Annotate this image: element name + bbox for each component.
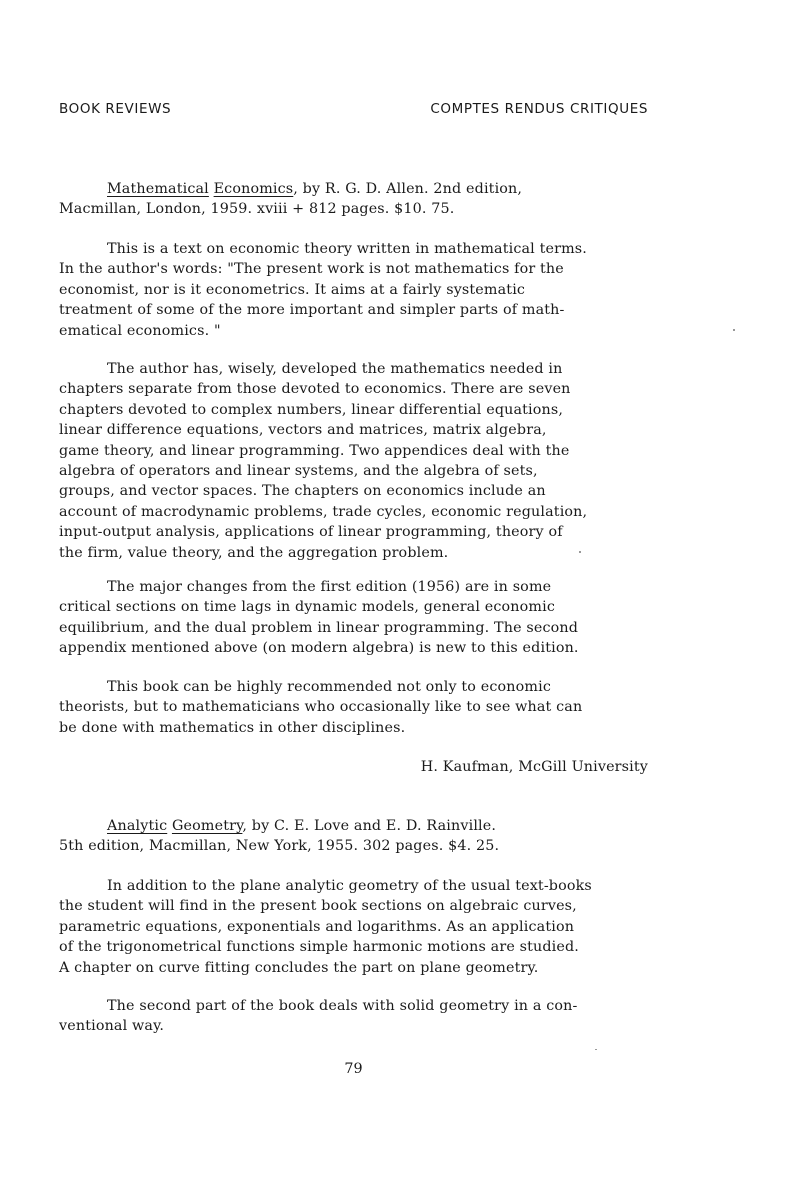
running-head	[59, 101, 648, 117]
scan-speck	[733, 329, 735, 331]
review2-citation-line2: 5th edition, Macmillan, New York, 1955. 302 pages. $4. 25.	[59, 838, 500, 855]
page-number: 79	[344, 1061, 363, 1077]
review1-citation-rest: , by R. G. D. Allen. 2nd edition,	[293, 181, 523, 197]
review1-paragraph-4: This book can be highly recommended not only to economic theorists, but to mathematicians who occasionally like to see what can be done with mathematics in other disciplines.	[59, 679, 583, 736]
scan-speck	[579, 551, 581, 553]
review2-paragraph-2: The second part of the book deals with solid geometry in a con- ventional way.	[59, 998, 578, 1035]
review1-paragraph-1: This is a text on economic theory written in mathematical terms. In the author's words: "The present work is not mathematics for the economist, nor is it econometrics. It aims at a fairly systematic treatment of some of the more important and simpler parts of math- ematical economics. "	[59, 241, 587, 339]
review1-title-part2: Economics	[213, 181, 294, 197]
review2-title-part2: Geometry	[171, 818, 243, 834]
review1-citation	[59, 179, 648, 220]
review2-citation-rest: , by C. E. Love and E. D. Rainville.	[242, 818, 497, 834]
scan-speck	[595, 1049, 597, 1050]
review1-paragraph-2: The author has, wisely, developed the mathematics needed in chapters separate from those devoted to economics. There are seven chapters devoted to complex numbers, linear differential equations, linear difference equations, vectors and matrices, matrix algebra, game theory, and linear programming. Two appendices deal with the algebra of operators and linear systems, and the algebra of sets, groups, and vector spaces. The chapters on economics include an account of macrodynamic problems, trade cycles, economic regulation, input-output analysis, applications of linear programming, theory of the firm, value theory, and the aggregation problem.	[59, 361, 588, 561]
review1-citation-line2: Macmillan, London, 1959. xviii + 812 pages. $10. 75.	[59, 201, 455, 218]
review2-citation	[59, 816, 648, 857]
review2-paragraph-1: In addition to the plane analytic geometry of the usual text-books the student will find in the present book sections on algebraic curves, parametric equations, exponentials and logarithms. As an application of the trigonometrical functions simple harmonic motions are studied. A chapter on curve fitting concludes the part on plane geometry.	[59, 878, 592, 976]
header-right: COMPTES RENDUS CRITIQUES	[430, 101, 648, 117]
review2-title-part1: Analytic	[107, 818, 168, 834]
review1-title-part1: Mathematical	[107, 181, 209, 197]
review1-paragraph-3: The major changes from the first edition (1956) are in some critical sections on time lags in dynamic models, general economic equilibrium, and the dual problem in linear programming. The second appendix mentioned above (on modern algebra) is new to this edition.	[59, 579, 579, 657]
header-left: BOOK REVIEWS	[59, 101, 172, 117]
review1-signature: H. Kaufman, McGill University	[420, 759, 648, 775]
